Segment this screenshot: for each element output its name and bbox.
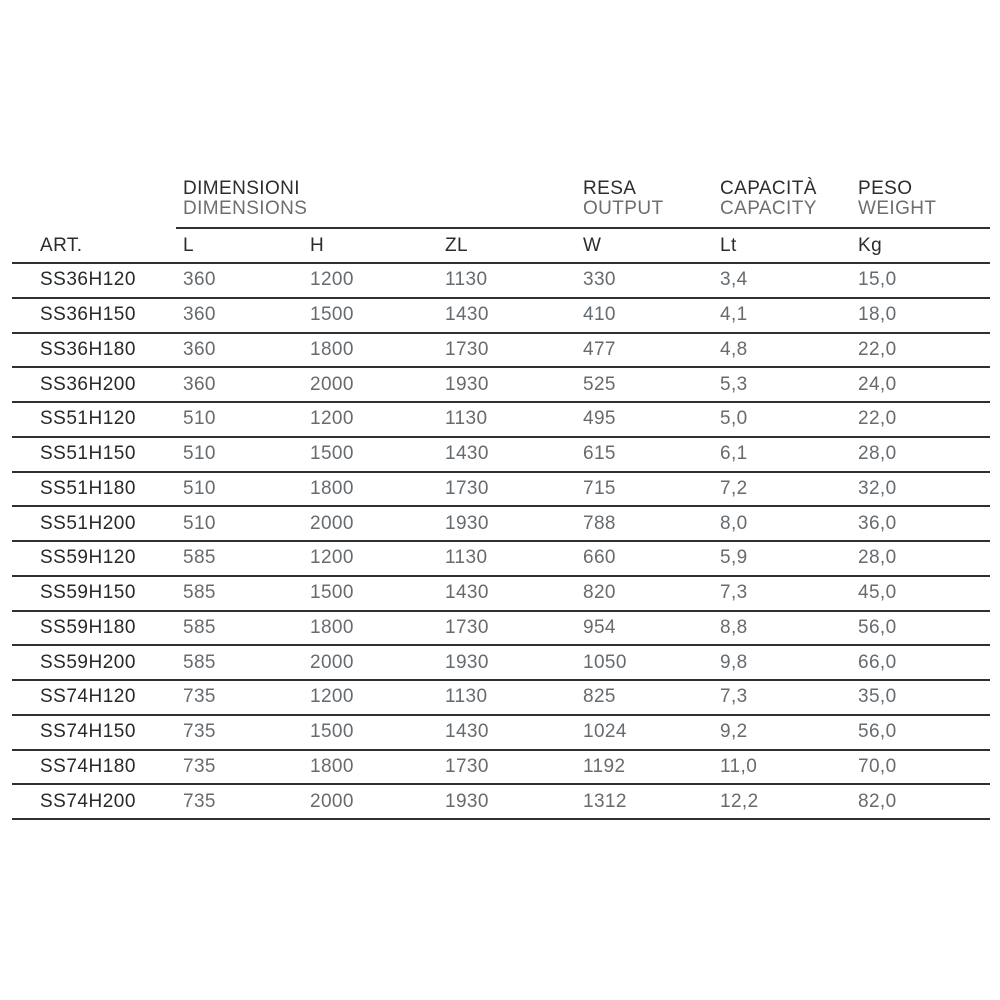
l-cell: 585 (183, 616, 216, 638)
table-row (12, 681, 990, 716)
w-cell: 495 (583, 408, 616, 430)
table-row (12, 403, 990, 438)
h-cell: 2000 (310, 790, 354, 812)
h-cell: 1800 (310, 338, 354, 360)
h-cell: 1200 (310, 686, 354, 708)
w-cell: 477 (583, 338, 616, 360)
art-cell: SS59H180 (40, 616, 136, 638)
kg-cell: 36,0 (858, 512, 897, 534)
column-header-w: W (583, 234, 602, 256)
lt-cell: 3,4 (720, 269, 748, 291)
kg-cell: 56,0 (858, 721, 897, 743)
column-header-l: L (183, 234, 194, 256)
h-cell: 2000 (310, 512, 354, 534)
lt-cell: 5,9 (720, 547, 748, 569)
art-cell: SS59H150 (40, 582, 136, 604)
kg-cell: 45,0 (858, 582, 897, 604)
lt-cell: 5,0 (720, 408, 748, 430)
zl-cell: 1730 (445, 755, 489, 777)
art-cell: SS36H150 (40, 304, 136, 326)
column-header-h: H (310, 234, 325, 256)
h-cell: 2000 (310, 373, 354, 395)
art-cell: SS51H180 (40, 477, 136, 499)
lt-cell: 6,1 (720, 443, 748, 465)
w-cell: 820 (583, 582, 616, 604)
zl-cell: 1430 (445, 304, 489, 326)
w-cell: 660 (583, 547, 616, 569)
w-cell: 410 (583, 304, 616, 326)
l-cell: 735 (183, 755, 216, 777)
l-cell: 360 (183, 304, 216, 326)
zl-cell: 1930 (445, 512, 489, 534)
art-cell: SS51H150 (40, 443, 136, 465)
l-cell: 360 (183, 338, 216, 360)
table-row (12, 542, 990, 577)
l-cell: 735 (183, 790, 216, 812)
lt-cell: 9,2 (720, 721, 748, 743)
h-cell: 1500 (310, 443, 354, 465)
zl-cell: 1730 (445, 616, 489, 638)
w-cell: 525 (583, 373, 616, 395)
table-row (12, 299, 990, 334)
kg-cell: 22,0 (858, 408, 897, 430)
h-cell: 1500 (310, 304, 354, 326)
lt-cell: 9,8 (720, 651, 748, 673)
l-cell: 510 (183, 512, 216, 534)
art-cell: SS36H120 (40, 269, 136, 291)
table-row (12, 751, 990, 786)
w-cell: 715 (583, 477, 616, 499)
art-cell: SS74H180 (40, 755, 136, 777)
h-cell: 1200 (310, 547, 354, 569)
group-header-label: PESO (858, 178, 913, 199)
group-header-sublabel: DIMENSIONS (183, 198, 308, 219)
kg-cell: 56,0 (858, 616, 897, 638)
lt-cell: 8,0 (720, 512, 748, 534)
group-header-label: DIMENSIONI (183, 178, 300, 199)
kg-cell: 35,0 (858, 686, 897, 708)
l-cell: 510 (183, 443, 216, 465)
kg-cell: 82,0 (858, 790, 897, 812)
table-row (12, 577, 990, 612)
table-row (12, 473, 990, 508)
kg-cell: 32,0 (858, 477, 897, 499)
h-cell: 1200 (310, 269, 354, 291)
lt-cell: 5,3 (720, 373, 748, 395)
table-row (12, 785, 990, 820)
group-header-label: RESA (583, 178, 637, 199)
w-cell: 1050 (583, 651, 627, 673)
kg-cell: 28,0 (858, 443, 897, 465)
w-cell: 954 (583, 616, 616, 638)
group-header-weight (858, 179, 990, 227)
l-cell: 360 (183, 373, 216, 395)
w-cell: 330 (583, 269, 616, 291)
zl-cell: 1130 (445, 269, 488, 291)
table-row (12, 646, 990, 681)
lt-cell: 4,1 (720, 304, 748, 326)
w-cell: 615 (583, 443, 616, 465)
art-cell: SS59H200 (40, 651, 136, 673)
h-cell: 1500 (310, 721, 354, 743)
art-cell: SS59H120 (40, 547, 136, 569)
l-cell: 585 (183, 547, 216, 569)
l-cell: 360 (183, 269, 216, 291)
h-cell: 1800 (310, 755, 354, 777)
w-cell: 1312 (583, 790, 627, 812)
h-cell: 1800 (310, 616, 354, 638)
table-row (12, 264, 990, 299)
h-cell: 1200 (310, 408, 354, 430)
zl-cell: 1430 (445, 582, 489, 604)
zl-cell: 1430 (445, 443, 489, 465)
spec-table (12, 174, 990, 820)
zl-cell: 1130 (445, 547, 488, 569)
zl-cell: 1930 (445, 651, 489, 673)
lt-cell: 8,8 (720, 616, 748, 638)
table-header-row (12, 229, 990, 264)
art-cell: SS74H120 (40, 686, 136, 708)
h-cell: 2000 (310, 651, 354, 673)
group-header-label: CAPACITÀ (720, 178, 817, 199)
lt-cell: 7,2 (720, 477, 748, 499)
art-cell: SS36H180 (40, 338, 136, 360)
lt-cell: 12,2 (720, 790, 759, 812)
group-header-dimensions (183, 179, 583, 227)
w-cell: 1192 (583, 755, 626, 777)
group-header-sublabel: OUTPUT (583, 198, 664, 219)
column-header-lt: Lt (720, 234, 737, 256)
zl-cell: 1730 (445, 477, 489, 499)
lt-cell: 7,3 (720, 582, 748, 604)
l-cell: 735 (183, 686, 216, 708)
art-cell: SS51H120 (40, 408, 136, 430)
l-cell: 510 (183, 477, 216, 499)
kg-cell: 70,0 (858, 755, 897, 777)
zl-cell: 1930 (445, 373, 489, 395)
w-cell: 825 (583, 686, 616, 708)
art-cell: SS74H200 (40, 790, 136, 812)
art-cell: SS36H200 (40, 373, 136, 395)
group-header-sublabel: CAPACITY (720, 198, 817, 219)
table-row (12, 507, 990, 542)
kg-cell: 15,0 (858, 269, 897, 291)
lt-cell: 7,3 (720, 686, 748, 708)
kg-cell: 24,0 (858, 373, 897, 395)
table-row (12, 334, 990, 369)
table-body (12, 264, 990, 820)
column-header-zl: ZL (445, 234, 468, 256)
group-header-capacity (720, 179, 858, 227)
art-cell: SS74H150 (40, 721, 136, 743)
group-header-output (583, 179, 720, 227)
lt-cell: 11,0 (720, 755, 758, 777)
zl-cell: 1430 (445, 721, 489, 743)
l-cell: 510 (183, 408, 216, 430)
column-header-art: ART. (40, 234, 83, 256)
zl-cell: 1130 (445, 408, 488, 430)
table-row (12, 438, 990, 473)
art-cell: SS51H200 (40, 512, 136, 534)
l-cell: 585 (183, 651, 216, 673)
column-header-kg: Kg (858, 234, 883, 256)
kg-cell: 28,0 (858, 547, 897, 569)
kg-cell: 18,0 (858, 304, 897, 326)
h-cell: 1800 (310, 477, 354, 499)
kg-cell: 66,0 (858, 651, 897, 673)
table-row (12, 716, 990, 751)
w-cell: 1024 (583, 721, 627, 743)
kg-cell: 22,0 (858, 338, 897, 360)
zl-cell: 1130 (445, 686, 488, 708)
h-cell: 1500 (310, 582, 354, 604)
l-cell: 585 (183, 582, 216, 604)
table-group-header-row (12, 174, 990, 227)
w-cell: 788 (583, 512, 616, 534)
zl-cell: 1730 (445, 338, 489, 360)
table-row (12, 368, 990, 403)
zl-cell: 1930 (445, 790, 489, 812)
lt-cell: 4,8 (720, 338, 748, 360)
group-header-sublabel: WEIGHT (858, 198, 937, 219)
l-cell: 735 (183, 721, 216, 743)
table-row (12, 612, 990, 647)
